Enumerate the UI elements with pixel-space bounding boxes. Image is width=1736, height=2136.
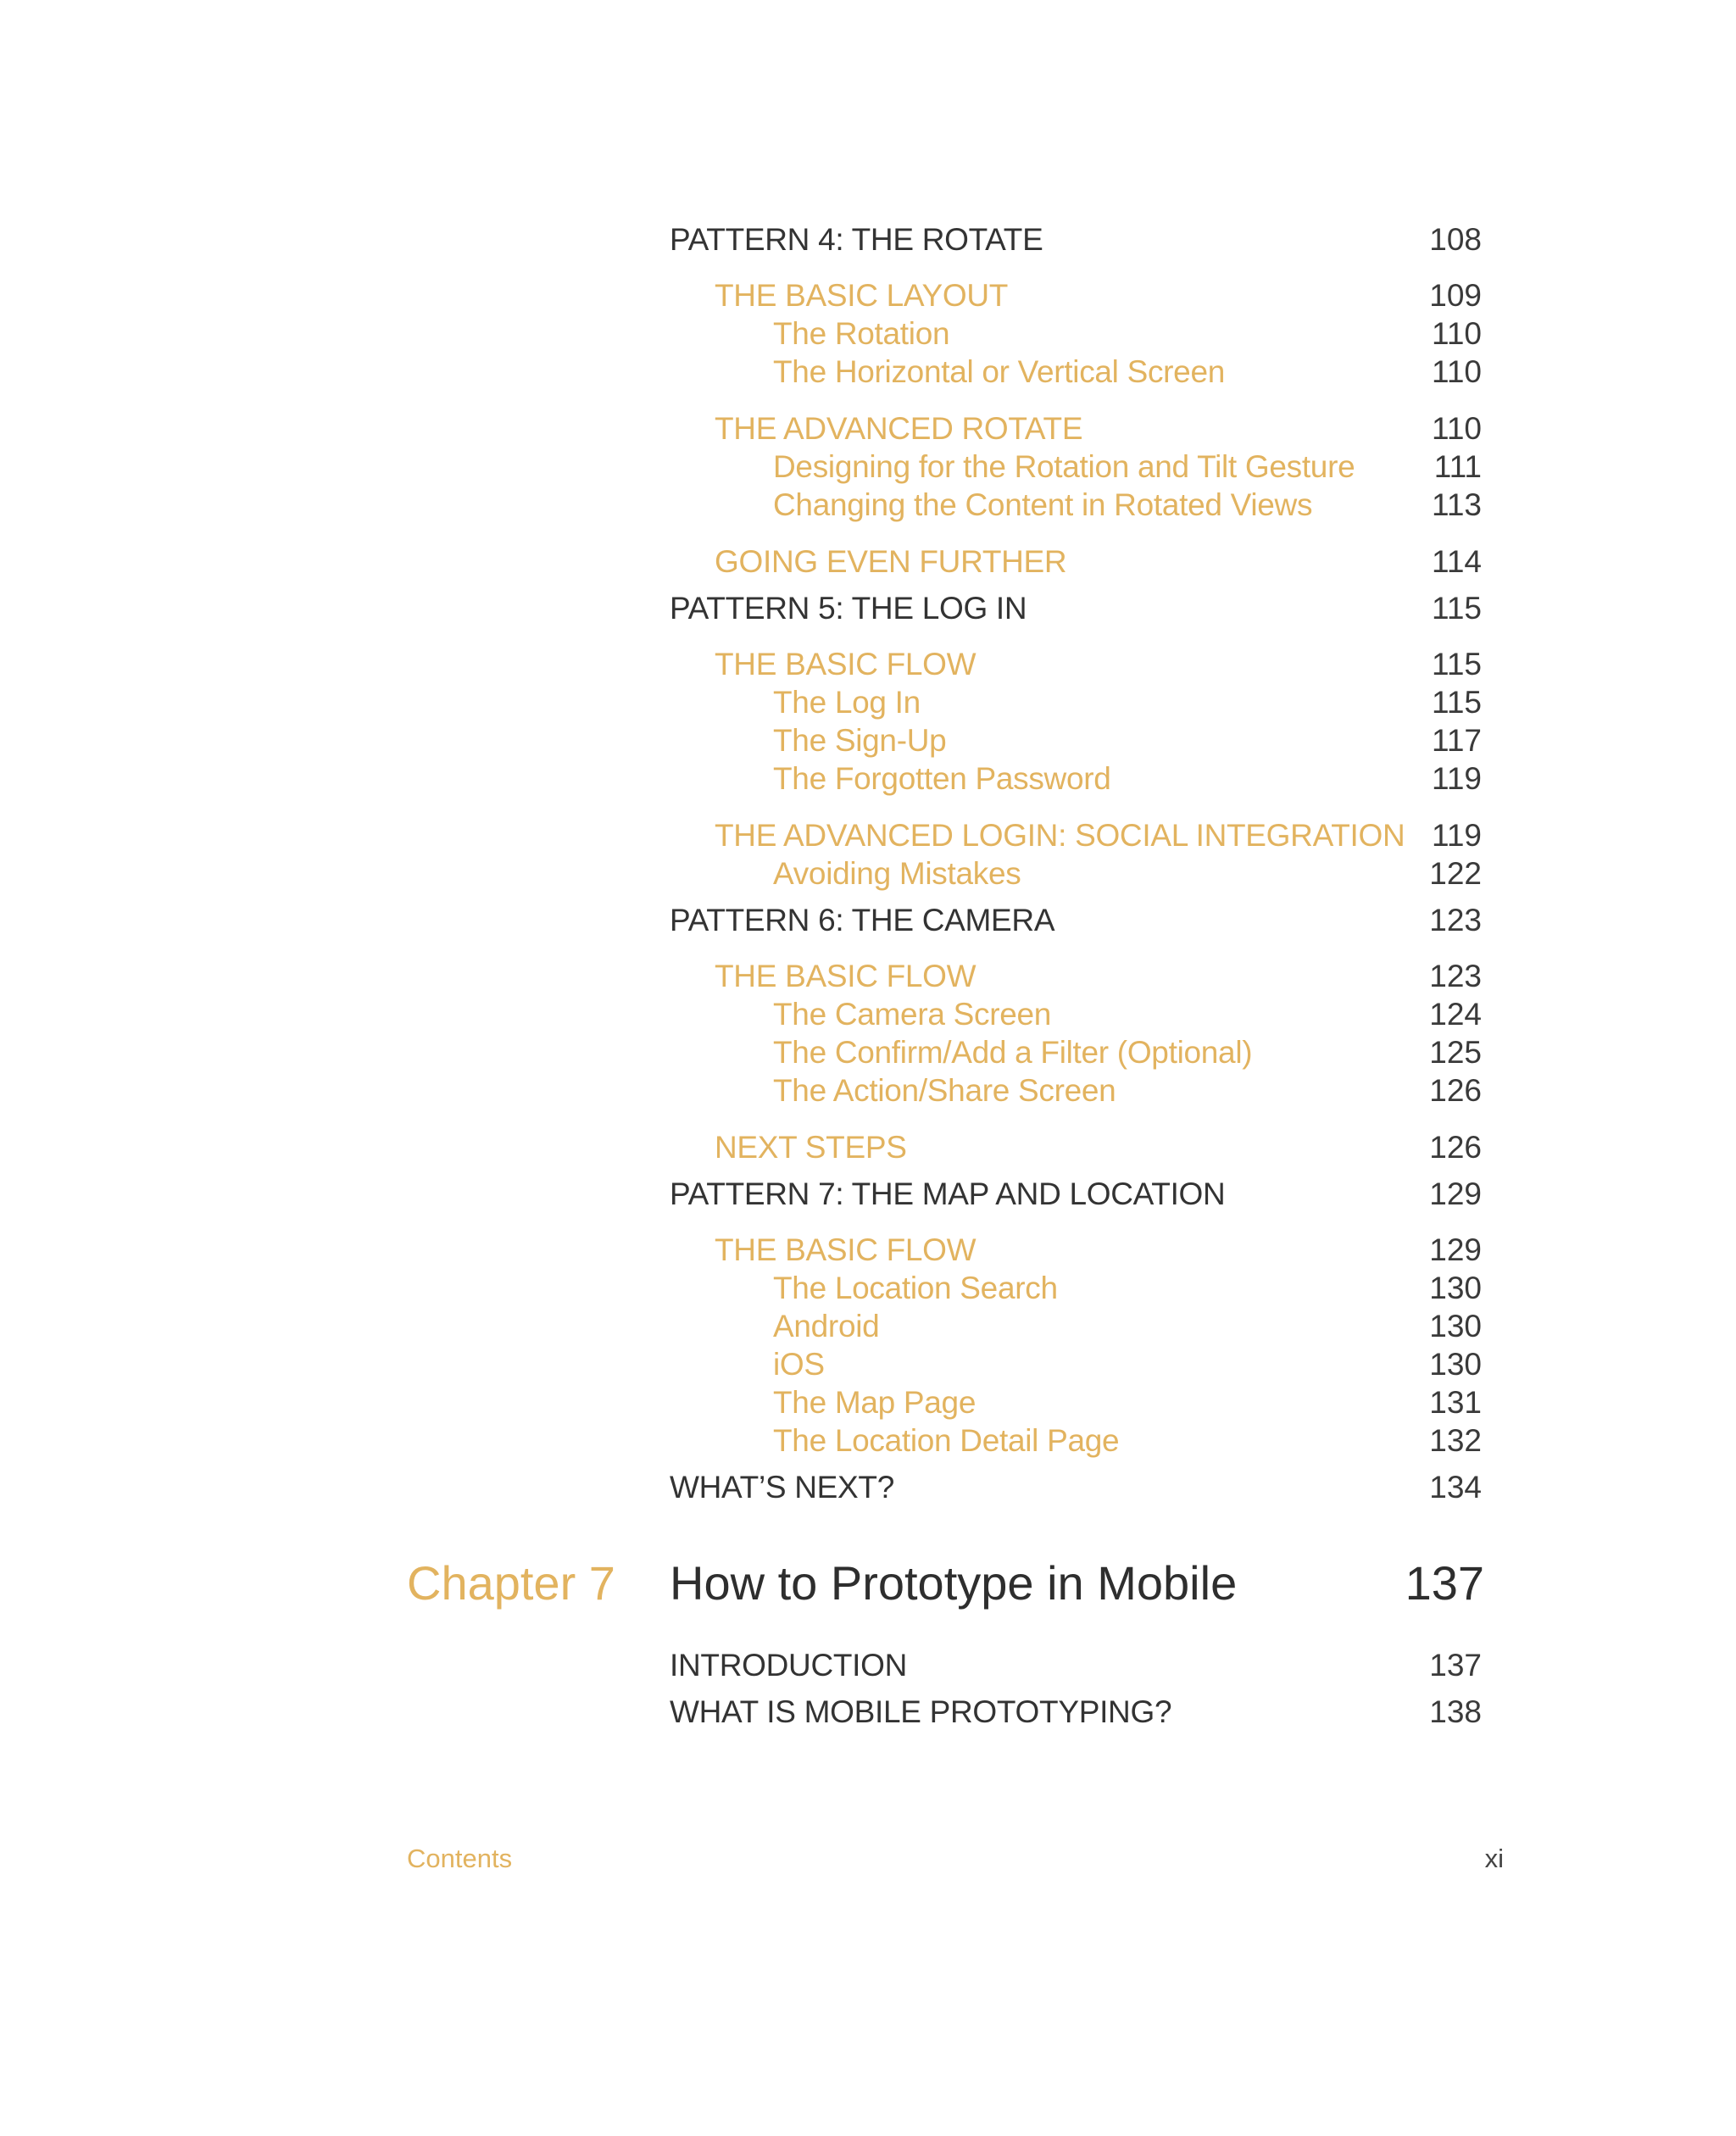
- toc-entry-title: Designing for the Rotation and Tilt Gesture: [773, 449, 1355, 484]
- toc-entry-page-number: 115: [1432, 647, 1482, 681]
- toc-entry-page-number: 114: [1432, 544, 1482, 579]
- toc-entry-title: The Sign-Up: [773, 723, 947, 758]
- toc-entry-title: THE BASIC LAYOUT: [715, 278, 1009, 313]
- toc-entry-title: The Horizontal or Vertical Screen: [773, 354, 1226, 389]
- toc-entry-page-number: 123: [1429, 903, 1482, 937]
- toc-entry-page-number: 124: [1429, 997, 1482, 1032]
- toc-entry-title: PATTERN 4: THE ROTATE: [670, 222, 1043, 257]
- toc-entry-title: GOING EVEN FURTHER: [715, 544, 1067, 579]
- toc-entry-title: THE BASIC FLOW: [715, 1232, 976, 1267]
- toc-entry-title: WHAT’S NEXT?: [670, 1470, 895, 1505]
- toc-entry-page-number: 117: [1432, 723, 1482, 758]
- toc-entry-page-number: 130: [1429, 1347, 1482, 1382]
- toc-entry-title: iOS: [773, 1347, 825, 1382]
- toc-entry-page-number: 138: [1429, 1694, 1482, 1729]
- toc-entry-page-number: 119: [1432, 818, 1482, 853]
- toc-entry-title: The Action/Share Screen: [773, 1073, 1116, 1108]
- toc-entry-page-number: 119: [1432, 761, 1482, 796]
- toc-entry-title: The Map Page: [773, 1385, 976, 1420]
- toc-entry-title: Changing the Content in Rotated Views: [773, 487, 1313, 522]
- toc-entry-page-number: 131: [1429, 1385, 1482, 1420]
- toc-entry-title: PATTERN 6: THE CAMERA: [670, 903, 1055, 937]
- toc-entry-title: THE BASIC FLOW: [715, 959, 976, 993]
- toc-entry-page-number: 113: [1432, 487, 1482, 522]
- footer-section-label: Contents: [407, 1844, 513, 1873]
- toc-entry-page-number: 126: [1429, 1130, 1482, 1165]
- toc-entry-title: The Forgotten Password: [773, 761, 1111, 796]
- toc-entry-title: THE ADVANCED LOGIN: SOCIAL INTEGRATION: [715, 818, 1405, 853]
- toc-entry-page-number: 130: [1429, 1271, 1482, 1305]
- footer-page-number: xi: [1484, 1844, 1504, 1873]
- toc-entry-page-number: 122: [1429, 856, 1482, 891]
- toc-entry-page-number: 134: [1429, 1470, 1482, 1505]
- toc-entry-page-number: 108: [1429, 222, 1482, 257]
- toc-entry-title: The Rotation: [773, 316, 950, 351]
- toc-entry-page-number: 115: [1432, 685, 1482, 720]
- toc-entry-page-number: 129: [1429, 1232, 1482, 1267]
- toc-entry-title: Android: [773, 1309, 880, 1343]
- toc-entry-title: INTRODUCTION: [670, 1648, 908, 1683]
- toc-entry-title: The Location Search: [773, 1271, 1058, 1305]
- toc-entry-title: The Confirm/Add a Filter (Optional): [773, 1035, 1253, 1070]
- toc-entry-title: THE ADVANCED ROTATE: [715, 411, 1083, 446]
- toc-entry-page-number: 125: [1429, 1035, 1482, 1070]
- toc-entry-title: PATTERN 5: THE LOG IN: [670, 591, 1027, 626]
- toc-entry-title: The Camera Screen: [773, 997, 1052, 1032]
- toc-entry-page-number: 126: [1429, 1073, 1482, 1108]
- toc-entry-title: WHAT IS MOBILE PROTOTYPING?: [670, 1694, 1172, 1729]
- toc-entry-page-number: 111: [1433, 449, 1482, 484]
- toc-entry-title: THE BASIC FLOW: [715, 647, 976, 681]
- toc-entry-page-number: 123: [1429, 959, 1482, 993]
- toc-entry-title: The Log In: [773, 685, 921, 720]
- toc-entry-page-number: 137: [1429, 1648, 1482, 1683]
- toc-entry-page-number: 115: [1432, 591, 1482, 626]
- toc-entry-page-number: 110: [1432, 411, 1482, 446]
- toc-entry-page-number: 110: [1432, 316, 1482, 351]
- toc-entry-page-number: 109: [1429, 278, 1482, 313]
- toc-entry-page-number: 132: [1429, 1423, 1482, 1458]
- chapter-page-number: 137: [1405, 1556, 1484, 1610]
- toc-entry-title: NEXT STEPS: [715, 1130, 907, 1165]
- toc-entry-title: The Location Detail Page: [773, 1423, 1120, 1458]
- toc-entry-title: PATTERN 7: THE MAP AND LOCATION: [670, 1176, 1226, 1211]
- toc-entry-page-number: 130: [1429, 1309, 1482, 1343]
- toc-entry-page-number: 129: [1429, 1176, 1482, 1211]
- chapter-label: Chapter 7: [407, 1556, 615, 1610]
- toc-entry-title: Avoiding Mistakes: [773, 856, 1021, 891]
- toc-entry-page-number: 110: [1432, 354, 1482, 389]
- chapter-title: How to Prototype in Mobile: [670, 1556, 1238, 1610]
